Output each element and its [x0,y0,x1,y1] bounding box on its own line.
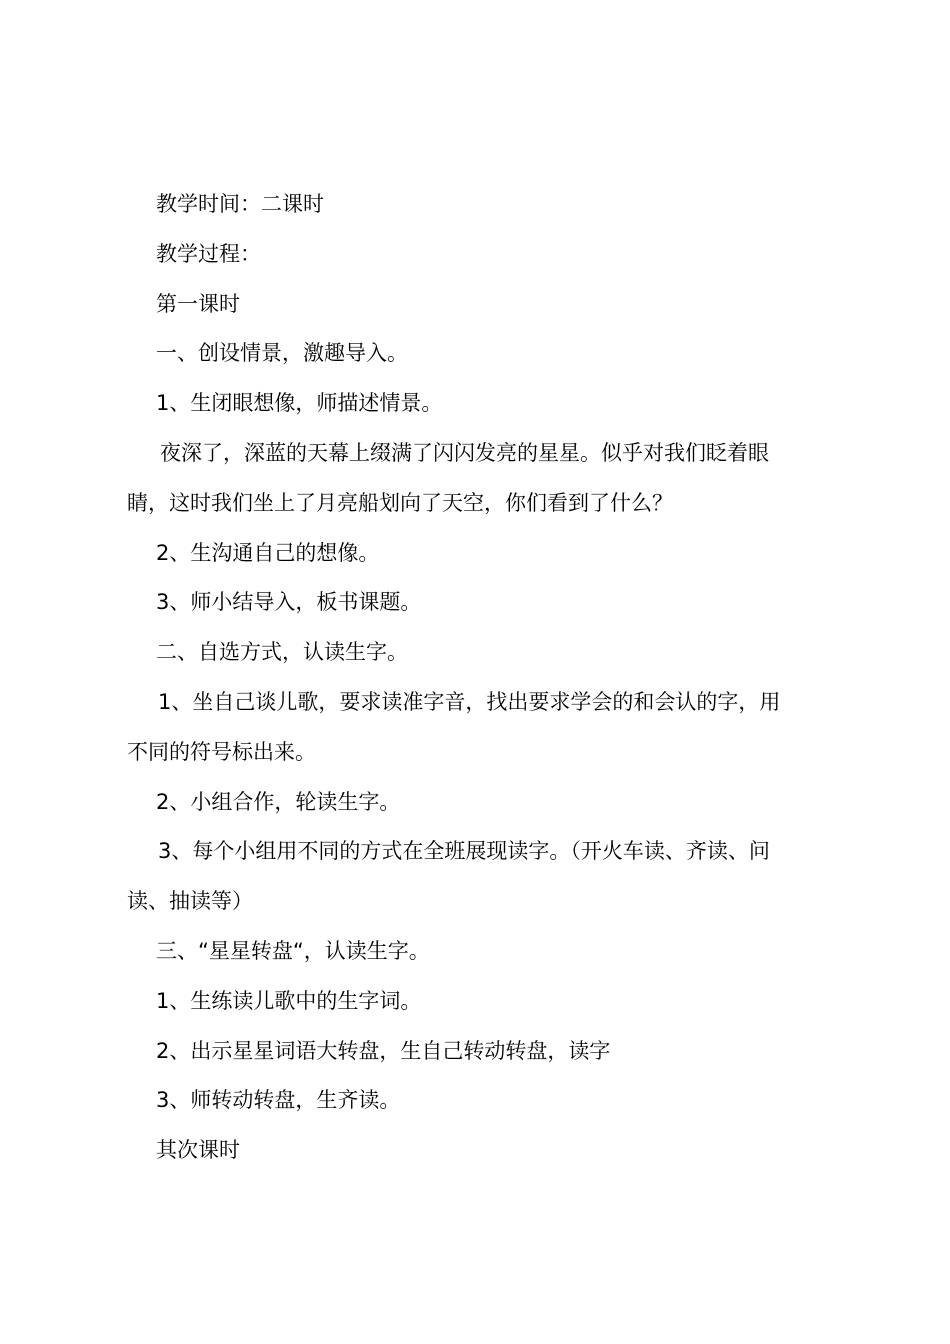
section-three-heading: 三、“星星转盘“，认读生字。 [156,938,430,963]
step-3-2: 2、出示星星词语大转盘，生自己转动转盘，读字 [156,1038,611,1063]
step-3-3: 3、师转动转盘，生齐读。 [156,1088,401,1113]
step-2-2: 2、小组合作，轮读生字。 [156,789,401,814]
first-lesson-heading: 第一课时 [156,291,240,316]
document-body [127,180,837,1176]
step-2-3-line-2: 读、抽读等） [127,889,253,914]
step-1-2: 2、生沟通自己的想像。 [156,540,380,565]
scene-paragraph-line-1: 夜深了，深蓝的天幕上缀满了闪闪发亮的星星。似乎对我们眨着眼 [160,440,769,465]
step-2-3-line-1: 3、每个小组用不同的方式在全班展现读字。（开火车读、齐读、问 [158,839,770,864]
scene-paragraph-line-2: 睛，这时我们坐上了月亮船划向了天空，你们看到了什么？ [127,490,673,515]
step-3-1: 1、生练读儿歌中的生字词。 [156,988,422,1013]
step-2-1-line-2: 不同的符号标出来。 [127,739,316,764]
step-1-1: 1、生闭眼想像，师描述情景。 [156,391,443,416]
section-one-heading: 一、创设情景，激趣导入。 [156,341,408,366]
section-two-heading: 二、自选方式，认读生字。 [156,640,408,665]
teaching-time-line: 教学时间：二课时 [156,192,324,216]
second-lesson-heading: 其次课时 [156,1138,240,1163]
step-1-3: 3、师小结导入，板书课题。 [156,590,422,615]
step-2-1-line-1: 1、坐自己谈儿歌，要求读准字音，找出要求学会的和会认的字，用 [158,689,781,714]
teaching-process-heading: 教学过程： [156,241,261,266]
